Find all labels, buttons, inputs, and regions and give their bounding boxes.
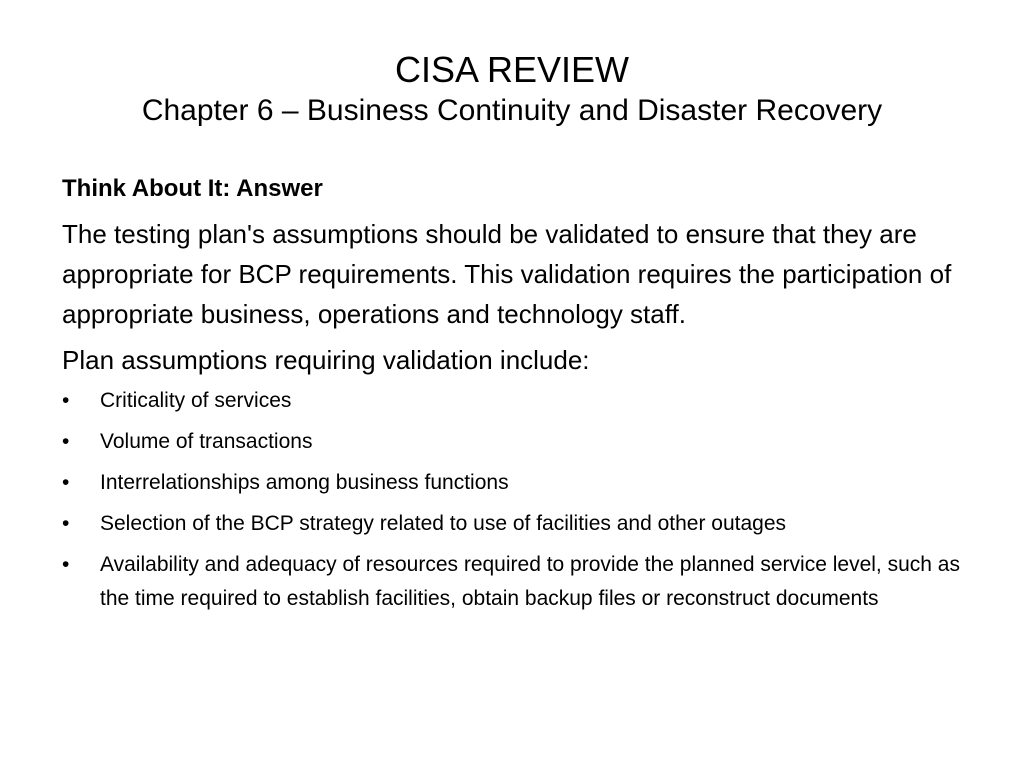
list-item (62, 466, 992, 500)
answer-paragraph: The testing plan's assumptions should be validated to ensure that they are appropriate for BCP requirements. This validation requires the participation of appropriate business, operations and technology staff. (62, 219, 952, 329)
slide-subtitle: Chapter 6 – Business Continuity and Disaster Recovery (141, 94, 883, 127)
bullet-icon: • (62, 430, 70, 453)
bullet-icon: • (62, 471, 70, 494)
list-item-text: Availability and adequacy of resources required to provide the planned service level, such as the time required to establish facilities, obtain backup files or reconstruct documents (100, 553, 960, 610)
bullet-list (62, 384, 992, 616)
list-item (62, 384, 992, 418)
list-item (62, 548, 992, 616)
title-block (40, 48, 984, 130)
bullet-icon: • (62, 389, 70, 412)
list-item-text: Criticality of services (100, 389, 292, 412)
section-heading: Think About It: Answer (62, 175, 323, 202)
list-item (62, 425, 992, 459)
bullet-list-lead: Plan assumptions requiring validation include: (62, 345, 590, 375)
list-item-text: Interrelationships among business functions (100, 471, 509, 494)
bullet-icon: • (62, 512, 70, 535)
list-item-text: Volume of transactions (100, 430, 313, 453)
slide-title: CISA REVIEW (394, 49, 630, 90)
list-item (62, 507, 992, 541)
list-item-text: Selection of the BCP strategy related to use of facilities and other outages (100, 512, 787, 535)
bullet-icon: • (62, 553, 70, 576)
slide-content (62, 172, 992, 623)
